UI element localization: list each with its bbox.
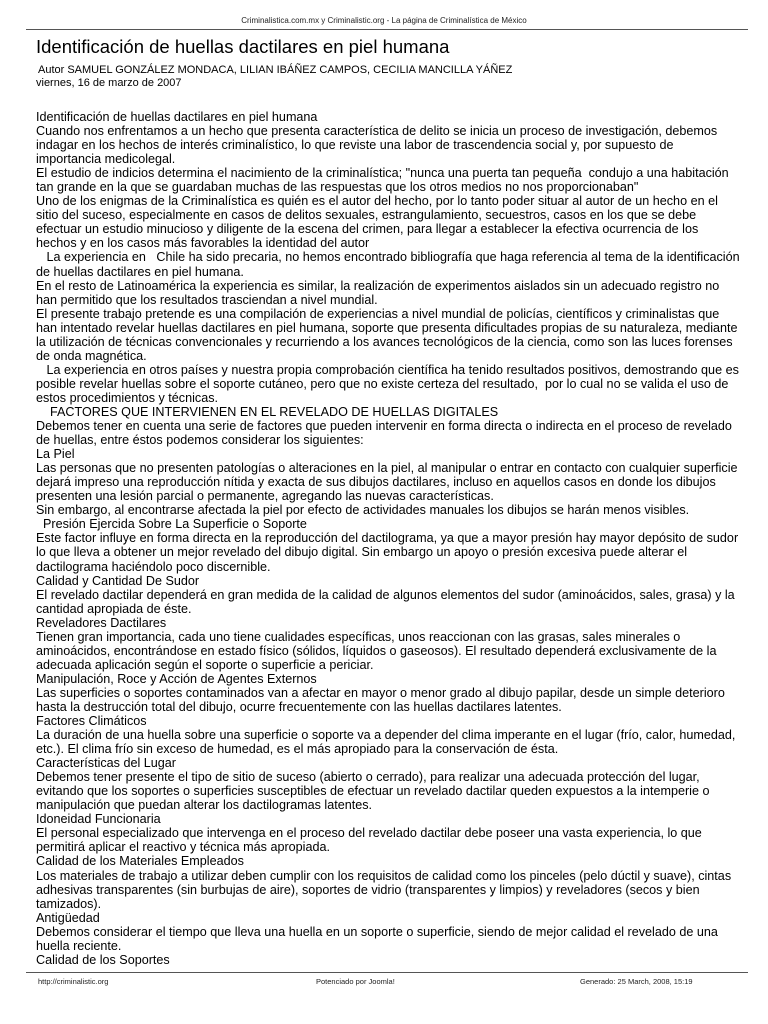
author-line: Autor SAMUEL GONZÁLEZ MONDACA, LILIAN IBÁÑEZ CAMPOS, CECILIA MANCILLA YÁÑEZ <box>38 64 513 76</box>
article-paragraph: Debemos tener en cuenta una serie de factores que pueden intervenir en forma directa o indirecta en el proceso de revelado de huellas, entre éstos podemos considerar los siguientes: <box>36 419 736 448</box>
article-paragraph: Sin embargo, al encontrarse afectada la piel por efecto de actividades manuales los dibujos se harán menos visibles. <box>36 503 690 518</box>
article-paragraph: Cuando nos enfrentamos a un hecho que presenta característica de delito se inicia un proceso de investigación, debemos indagar en los hechos de interés criminalístico, lo que reviste una labor de trascendencia social y, por supuesto de importancia medicolegal. <box>36 124 721 167</box>
article-paragraph: Uno de los enigmas de la Criminalística es quién es el autor del hecho, por lo tanto poder situar al autor de un hecho en el sitio del suceso, especialmente en casos de delitos sexuales, estrangulamiento, secuestros, casos en los que se debe efectuar un estudio minucioso y diligente de la escena del crimen, para llegar a establecer la efectiva ocurrencia de los hechos y en los casos más favorables la identidad del autor <box>36 194 722 251</box>
article-paragraph: Las superficies o soportes contaminados van a afectar en mayor o menor grado al dibujo papilar, desde un simple deterioro hasta la destrucción total del dibujo, ocurre frecuentemente con las huellas dactilares latentes. <box>36 685 729 714</box>
article-paragraph: La Piel <box>36 447 75 462</box>
article-paragraph: El revelado dactilar dependerá en gran medida de la calidad de algunos elementos del sudor (aminoácidos, sales, grasa) y la cantidad apropiada de éste. <box>36 587 739 616</box>
page-title: Identificación de huellas dactilares en piel humana <box>36 36 450 57</box>
footer-url[interactable]: http://criminalistic.org <box>38 977 109 986</box>
article-paragraph: Manipulación, Roce y Acción de Agentes Externos <box>36 671 317 686</box>
article-paragraph: La experiencia en Chile ha sido precaria, no hemos encontrado bibliografía que haga referencia al tema de la identificación de huellas dactilares en piel humana. <box>36 250 744 279</box>
article-paragraph: Idoneidad Funcionaria <box>36 812 161 827</box>
footer-generated: Generado: 25 March, 2008, 15:19 <box>580 977 693 986</box>
article-paragraph: Las personas que no presenten patologías o alteraciones en la piel, al manipular o entrar en contacto con cualquier superficie dejará impreso una reproducción nítida y exacta de sus dibujos dactilares, incluso en aquellos casos en donde los dibujos presenten una lesión parcial o permanente, agregando las nuevas características. <box>36 461 741 504</box>
article-paragraph: Factores Climáticos <box>36 714 147 729</box>
article-paragraph: Antigüedad <box>36 910 100 925</box>
article-paragraph: Calidad de los Materiales Empleados <box>36 854 244 869</box>
article-paragraph: Debemos tener presente el tipo de sitio de suceso (abierto o cerrado), para realizar una adecuada protección del lugar, evitando que los soportes o superficies susceptibles de efectuar un revelado dactilar queden expuestos a la intemperie o manipulación que puedan alterar los dactilogramas latentes. <box>36 770 713 813</box>
article-paragraph: Presión Ejercida Sobre La Superficie o Soporte <box>36 517 307 532</box>
footer-powered-by: Potenciado por Joomla! <box>316 977 395 986</box>
article-paragraph: Características del Lugar <box>36 756 176 771</box>
article-paragraph: FACTORES QUE INTERVIENEN EN EL REVELADO DE HUELLAS DIGITALES <box>36 404 499 419</box>
article-paragraph: La duración de una huella sobre una superficie o soporte va a depender del clima imperante en el lugar (frío, calor, humedad, etc.). El clima frío sin exceso de humedad, es el más apropiado para la conservación de ésta. <box>36 728 739 757</box>
article-paragraph: Calidad de los Soportes <box>36 952 170 967</box>
article-paragraph: Reveladores Dactilares <box>36 615 167 630</box>
article-paragraph: Debemos considerar el tiempo que lleva una huella en un soporte o superficie, siendo de mejor calidad el revelado de una huella reciente. <box>36 924 722 953</box>
article-paragraph: La experiencia en otros países y nuestra propia comprobación científica ha tenido resultados positivos, demostrando que es posible revelar huellas sobre el soporte cutáneo, pero que no existe certeza del resultado, por lo cual no se valida el uso de estos procedimientos y técnicas. <box>36 362 743 405</box>
article-paragraph: Este factor influye en forma directa en la reproducción del dactilograma, ya que a mayor presión hay mayor depósito de sudor lo que lleva a obtener un mejor revelado del dibujo digital. Sin embargo un apoyo o presión excesiva puede alterar el dactilograma haciéndolo poco discernible. <box>36 531 742 574</box>
article-paragraph: Tienen gran importancia, cada uno tiene cualidades específicas, unos reaccionan con las grasas, sales minerales o aminoácidos, encontrándose en estado físico (sólidos, líquidos o gaseosos). El resultado dependerá exclusivamente de la adecuada aplicación según el soporte o superficie a periciar. <box>36 629 720 672</box>
site-note: Criminalistica.com.mx y Criminalistic.org - La página de Criminalística de México <box>241 16 527 25</box>
article-paragraph: El presente trabajo pretende es una compilación de experiencias a nivel mundial de policías, científicos y criminalistas que han intentado revelar huellas dactilares en piel humana, soporte que presenta dificultades propias de su naturaleza, mediante la utilización de técnicas convencionales y recurriendo a los avances tecnológicos de la ciencia, como son las luces forenses de onda magnética. <box>36 306 742 363</box>
header-rule <box>26 29 748 30</box>
article-paragraph: Identificación de huellas dactilares en piel humana <box>36 110 318 124</box>
article-body <box>36 110 742 967</box>
publication-date: viernes, 16 de marzo de 2007 <box>36 77 182 89</box>
article-paragraph: Calidad y Cantidad De Sudor <box>36 573 200 588</box>
article-paragraph: El estudio de indicios determina el nacimiento de la criminalística; "nunca una puerta tan pequeña condujo a una habitación tan grande en la que se guardaban muchas de las respuestas que los otros medios no nos proporcionaban" <box>36 166 733 195</box>
footer-rule <box>26 972 748 973</box>
article-paragraph: El personal especializado que intervenga en el proceso del revelado dactilar debe poseer una vasta experiencia, lo que permitirá aplicar el reactivo y técnica más apropiada. <box>36 826 706 855</box>
article-paragraph: Los materiales de trabajo a utilizar deben cumplir con los requisitos de calidad como los pinceles (pelo dúctil y suave), cintas adhesivas transparentes (sin burbujas de aire), soportes de vidrio (transparentes y limpios) y reveladores (secos y bien tamizados). <box>36 868 735 911</box>
article-paragraph: En el resto de Latinoamérica la experiencia es similar, la realización de experimentos aislados sin un adecuado registro no han permitido que los resultados trasciendan a nivel mundial. <box>36 278 723 307</box>
